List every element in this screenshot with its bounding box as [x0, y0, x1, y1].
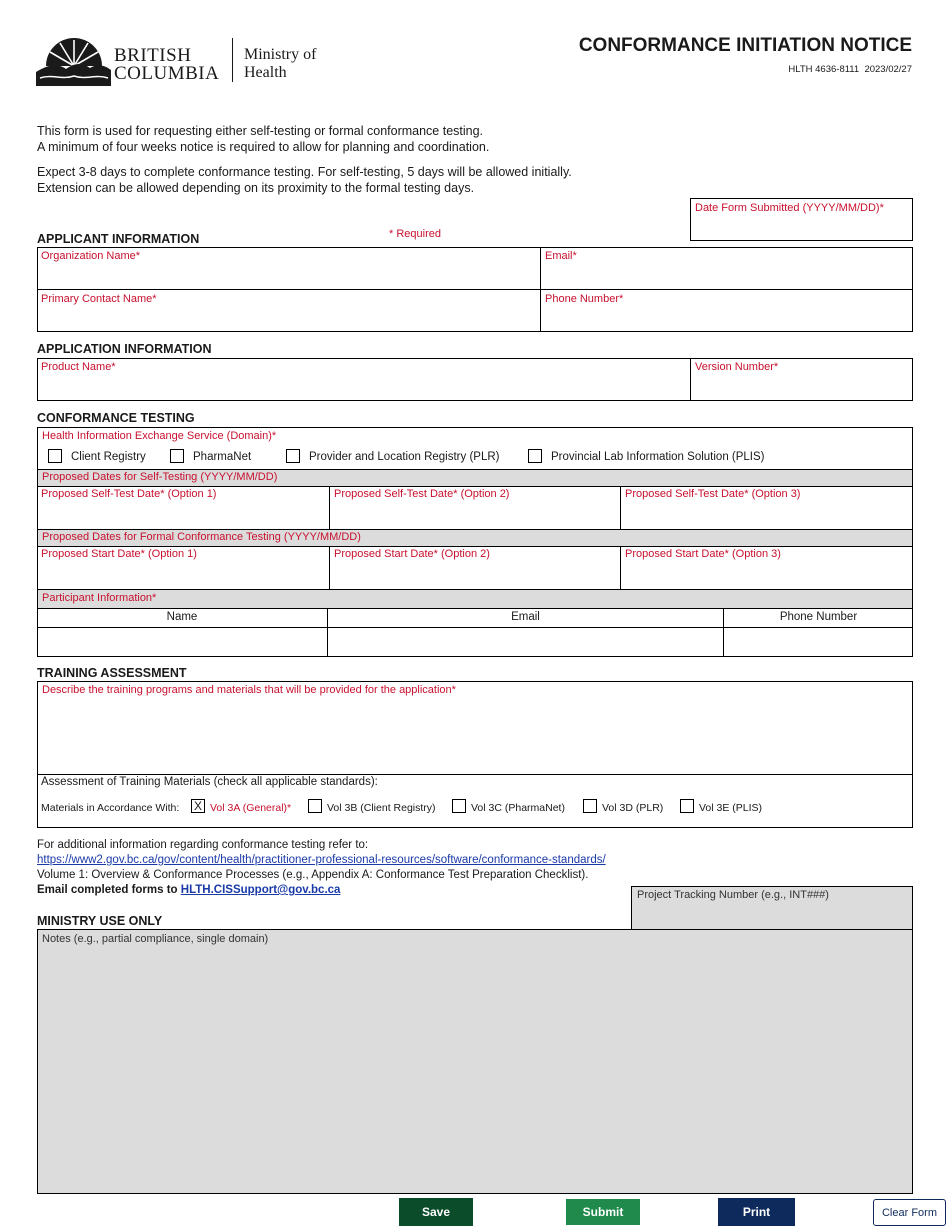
formal-start-date-option-2[interactable] [330, 547, 620, 589]
submit-button[interactable]: Submit [566, 1199, 640, 1225]
ministry-use-heading: MINISTRY USE ONLY [37, 914, 163, 928]
training-description-field[interactable] [38, 682, 912, 774]
domain-label-pharmanet: PharmaNet [193, 451, 252, 463]
self-test-date-option-2[interactable] [330, 487, 620, 529]
formal-test-bar [38, 530, 912, 546]
training-divider [37, 774, 913, 775]
participant-name-input[interactable] [38, 628, 327, 656]
vol-3c-label: Vol 3C (PharmaNet) [471, 802, 565, 814]
self-test-date-option-3-label: Proposed Self-Test Date* (Option 3) [625, 488, 801, 500]
print-button[interactable]: Print [718, 1198, 795, 1226]
self-test-date-option-1-label: Proposed Self-Test Date* (Option 1) [41, 488, 217, 500]
product-name-field[interactable] [37, 358, 690, 401]
domain-checkbox-pharmanet[interactable] [170, 449, 184, 463]
participant-col-name: Name [166, 611, 198, 623]
domain-label: Health Information Exchange Service (Domain)* [42, 430, 277, 442]
conformance-standards-link[interactable]: https://www2.gov.bc.ca/gov/content/health/practitioner-professional-resources/software/conformance-standards/ [37, 854, 606, 866]
intro-line-3: Expect 3-8 days to complete conformance testing. For self-testing, 5 days will be allowed initially. [37, 165, 572, 179]
bc-sun-mountain-icon [36, 36, 111, 86]
vol-3a-checkbox[interactable]: X [191, 799, 205, 813]
project-tracking-label: Project Tracking Number (e.g., INT###) [637, 889, 829, 901]
version-number-label: Version Number* [695, 361, 779, 373]
formal-start-date-option-3-label: Proposed Start Date* (Option 3) [625, 548, 781, 560]
ministry-notes-field[interactable] [37, 929, 913, 1194]
self-test-bar [38, 470, 912, 486]
form-code: HLTH 4636-8111 2023/02/27 [788, 64, 912, 75]
domain-checkbox-client-registry[interactable] [48, 449, 62, 463]
assessment-label: Assessment of Training Materials (check all applicable standards): [41, 776, 378, 788]
intro-line-1: This form is used for requesting either self-testing or formal conformance testing. [37, 124, 484, 138]
formal-start-date-option-3[interactable] [621, 547, 913, 589]
vol-3e-label: Vol 3E (PLIS) [699, 802, 763, 814]
product-name-label: Product Name* [41, 361, 116, 373]
vol-3c-checkbox[interactable] [452, 799, 466, 813]
intro-line-2: A minimum of four weeks notice is required to allow for planning and coordination. [37, 140, 490, 154]
phone-number-field[interactable] [541, 290, 913, 332]
organization-name-field[interactable] [37, 247, 540, 289]
participant-bar [38, 590, 912, 608]
phone-number-label: Phone Number* [545, 293, 624, 305]
domain-label-client-registry: Client Registry [71, 451, 146, 463]
ministry-name-line2: Health [244, 64, 287, 81]
vol-3e-checkbox[interactable] [680, 799, 694, 813]
self-test-date-option-1[interactable] [37, 487, 329, 529]
volume-reference-line: Volume 1: Overview & Conformance Processes (e.g., Appendix A: Conformance Test Preparation Checklist). [37, 869, 589, 881]
domain-label-plis: Provincial Lab Information Solution (PLIS) [551, 451, 765, 463]
conformance-heading: CONFORMANCE TESTING [37, 411, 195, 425]
required-note: * Required [389, 228, 441, 240]
participant-bar-bottom [37, 608, 913, 609]
applicant-heading: APPLICANT INFORMATION [37, 232, 200, 246]
bc-logo [36, 36, 336, 86]
primary-contact-field[interactable] [37, 290, 540, 332]
email-forms-prefix: Email completed forms to [37, 884, 181, 896]
training-heading: TRAINING ASSESSMENT [37, 666, 187, 680]
participant-col-phone: Phone Number [779, 611, 858, 623]
clear-form-button[interactable]: Clear Form [873, 1199, 946, 1226]
vol-3a-label: Vol 3A (General)* [210, 802, 292, 814]
participant-phone-input[interactable] [724, 628, 912, 656]
formal-start-date-option-1-label: Proposed Start Date* (Option 1) [41, 548, 197, 560]
application-heading: APPLICATION INFORMATION [37, 342, 212, 356]
logo-divider [232, 38, 233, 82]
self-test-date-option-3[interactable] [621, 487, 913, 529]
vol-3b-label: Vol 3B (Client Registry) [327, 802, 436, 814]
date-submitted-field[interactable] [690, 198, 913, 241]
date-submitted-label: Date Form Submitted (YYYY/MM/DD)* [695, 202, 884, 214]
intro-line-4: Extension can be allowed depending on its proximity to the formal testing days. [37, 181, 475, 195]
participant-bar-label: Participant Information* [42, 592, 157, 604]
vol-3b-checkbox[interactable] [308, 799, 322, 813]
domain-label-plr: Provider and Location Registry (PLR) [309, 451, 500, 463]
form-title: CONFORMANCE INITIATION NOTICE [578, 35, 912, 56]
self-test-bar-label: Proposed Dates for Self-Testing (YYYY/MM/DD) [42, 471, 278, 483]
participant-col-email: Email [511, 611, 540, 623]
save-button[interactable]: Save [399, 1198, 473, 1226]
email-forms-line [37, 884, 340, 896]
participant-email-input[interactable] [328, 628, 723, 656]
self-test-date-option-2-label: Proposed Self-Test Date* (Option 2) [334, 488, 510, 500]
project-tracking-field[interactable] [631, 886, 913, 930]
vol-3d-label: Vol 3D (PLR) [602, 802, 664, 814]
ministry-name-line1: Ministry of [244, 46, 317, 63]
formal-start-date-option-1[interactable] [37, 547, 329, 589]
primary-contact-label: Primary Contact Name* [41, 293, 157, 305]
vol-3d-checkbox[interactable] [583, 799, 597, 813]
organization-name-label: Organization Name* [41, 250, 141, 262]
formal-start-date-option-2-label: Proposed Start Date* (Option 2) [334, 548, 490, 560]
applicant-email-label: Email* [545, 250, 577, 262]
training-description-label: Describe the training programs and materials that will be provided for the application* [42, 684, 456, 696]
logo-text-columbia: COLUMBIA [114, 63, 220, 84]
domain-checkbox-plis[interactable] [528, 449, 542, 463]
support-email-link[interactable]: HLTH.CISSupport@gov.bc.ca [180, 884, 341, 896]
materials-label: Materials in Accordance With: [41, 802, 180, 814]
logo-text-british: BRITISH [114, 45, 192, 66]
ministry-notes-label: Notes (e.g., partial compliance, single domain) [42, 933, 269, 945]
domain-checkbox-plr[interactable] [286, 449, 300, 463]
formal-test-bar-label: Proposed Dates for Formal Conformance Testing (YYYY/MM/DD) [42, 531, 361, 543]
applicant-email-field[interactable] [541, 247, 913, 289]
additional-info-line: For additional information regarding conformance testing refer to: [37, 839, 369, 851]
version-number-field[interactable] [691, 358, 913, 401]
